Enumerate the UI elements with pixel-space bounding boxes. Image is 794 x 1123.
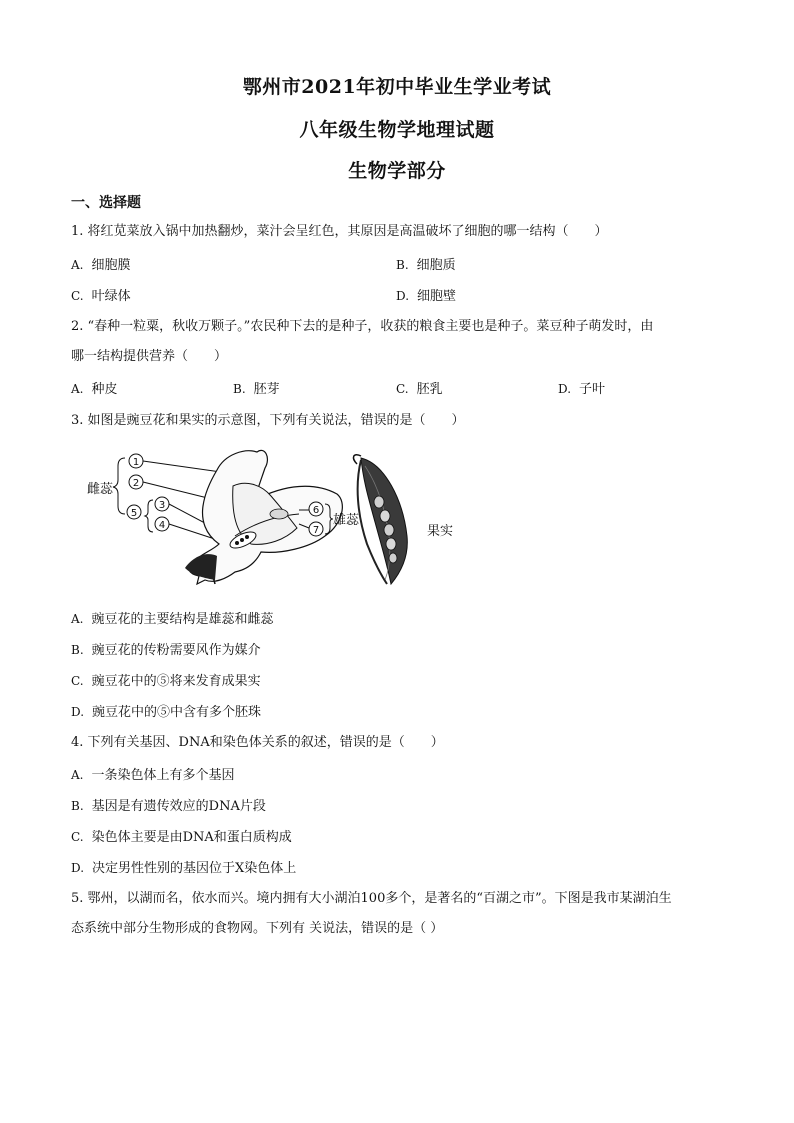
question-1-stem: 1. 将红苋菜放入锅中加热翻炒，菜汁会呈红色，其原因是高温破坏了细胞的哪一结构（ ） — [71, 224, 608, 239]
option-text: 胚芽 — [253, 382, 280, 397]
option-text: 细胞膜 — [91, 258, 131, 273]
option-label: C. — [71, 830, 84, 844]
option-text: 豌豆花中的⑤将来发育成果实 — [91, 674, 261, 689]
pea-flower-fruit-figure — [85, 444, 465, 590]
marker-5 — [127, 505, 141, 519]
marker-1 — [129, 454, 143, 468]
question-2-stem-line-1: 2. “春种一粒粟，秋收万颗子。”农民种下去的是种子，收获的粮食主要也是种子。菜豆种子萌发时，由 — [71, 319, 654, 334]
label-pistil: 雌蕊 — [87, 482, 114, 497]
svg-text:6: 6 — [312, 505, 320, 516]
q2-option-c — [396, 380, 443, 399]
option-label: D. — [396, 289, 410, 303]
question-3-stem: 3. 如图是豌豆花和果实的示意图，下列有关说法，错误的是（ ） — [71, 413, 465, 428]
option-label: C. — [71, 674, 84, 688]
question-2-stem-line-2: 哪一结构提供营养（ ） — [71, 349, 228, 364]
svg-text:4: 4 — [158, 520, 166, 531]
marker-3 — [155, 497, 169, 511]
q4-option-a — [71, 766, 235, 785]
ovary-brace — [145, 500, 153, 532]
exam-subtitle: 八年级生物学地理试题 — [299, 119, 495, 141]
label-fruit: 果实 — [427, 524, 454, 539]
option-text: 胚乳 — [416, 382, 443, 397]
option-label: B. — [396, 258, 409, 272]
q3-option-c — [71, 672, 261, 691]
q1-option-b — [396, 256, 456, 275]
q2-option-d — [558, 380, 605, 399]
option-label: D. — [71, 705, 85, 719]
q3-option-d — [71, 703, 261, 722]
q3-option-a — [71, 610, 274, 629]
option-label: A. — [71, 258, 84, 272]
exam-part-title: 生物学部分 — [348, 160, 446, 182]
q2-option-b — [233, 380, 280, 399]
option-text: 叶绿体 — [91, 289, 131, 304]
option-label: A. — [71, 612, 84, 626]
marker-4 — [155, 517, 169, 531]
q4-option-b — [71, 797, 266, 816]
svg-text:3: 3 — [158, 500, 166, 511]
q1-option-a — [71, 256, 131, 275]
option-label: A. — [71, 768, 84, 782]
option-label: B. — [71, 643, 84, 657]
q4-option-c — [71, 828, 292, 847]
question-4-stem: 4. 下列有关基因、DNA和染色体关系的叙述，错误的是（ ） — [71, 735, 444, 750]
option-text: 决定男性性别的基因位于X染色体上 — [92, 861, 297, 876]
exam-title: 鄂州市2021年初中毕业生学业考试 — [242, 76, 552, 98]
option-text: 豌豆花中的⑤中含有多个胚珠 — [92, 705, 262, 720]
marker-2 — [129, 475, 143, 489]
option-label: C. — [71, 289, 84, 303]
svg-text:1: 1 — [132, 457, 140, 468]
q1-option-d — [396, 287, 456, 306]
option-label: A. — [71, 382, 84, 396]
q3-option-b — [71, 641, 261, 660]
marker-7 — [309, 522, 323, 536]
option-text: 一条染色体上有多个基因 — [91, 768, 235, 783]
option-text: 基因是有遗传效应的DNA片段 — [91, 799, 266, 814]
q4-option-d — [71, 859, 296, 878]
option-text: 细胞质 — [416, 258, 456, 273]
option-label: C. — [396, 382, 409, 396]
option-text: 豌豆花的主要结构是雄蕊和雌蕊 — [91, 612, 274, 627]
pea-pod-drawing — [354, 455, 408, 584]
pistil-brace — [113, 458, 125, 514]
q1-option-c — [71, 287, 131, 306]
option-text: 种皮 — [91, 382, 118, 397]
question-5-stem-line-2: 态系统中部分生物形成的食物网。下列有 关说法，错误的是（ ） — [71, 921, 444, 936]
option-text: 豌豆花的传粉需要风作为媒介 — [91, 643, 261, 658]
label-stamen: 雄蕊 — [333, 513, 360, 528]
svg-text:5: 5 — [130, 508, 138, 519]
option-text: 细胞壁 — [417, 289, 457, 304]
option-label: D. — [558, 382, 572, 396]
option-label: D. — [71, 861, 85, 875]
option-label: B. — [71, 799, 84, 813]
q2-option-a — [71, 380, 118, 399]
marker-6 — [309, 502, 323, 516]
question-5-stem-line-1: 5. 鄂州，以湖而名，依水而兴。境内拥有大小湖泊100多个，是著名的“百湖之市”。下图是我市某湖泊生 — [71, 891, 672, 906]
svg-text:7: 7 — [312, 525, 320, 536]
option-label: B. — [233, 382, 246, 396]
svg-text:2: 2 — [132, 478, 140, 489]
option-text: 染色体主要是由DNA和蛋白质构成 — [91, 830, 292, 845]
option-text: 子叶 — [579, 382, 606, 397]
section-heading: 一、选择题 — [71, 195, 141, 211]
